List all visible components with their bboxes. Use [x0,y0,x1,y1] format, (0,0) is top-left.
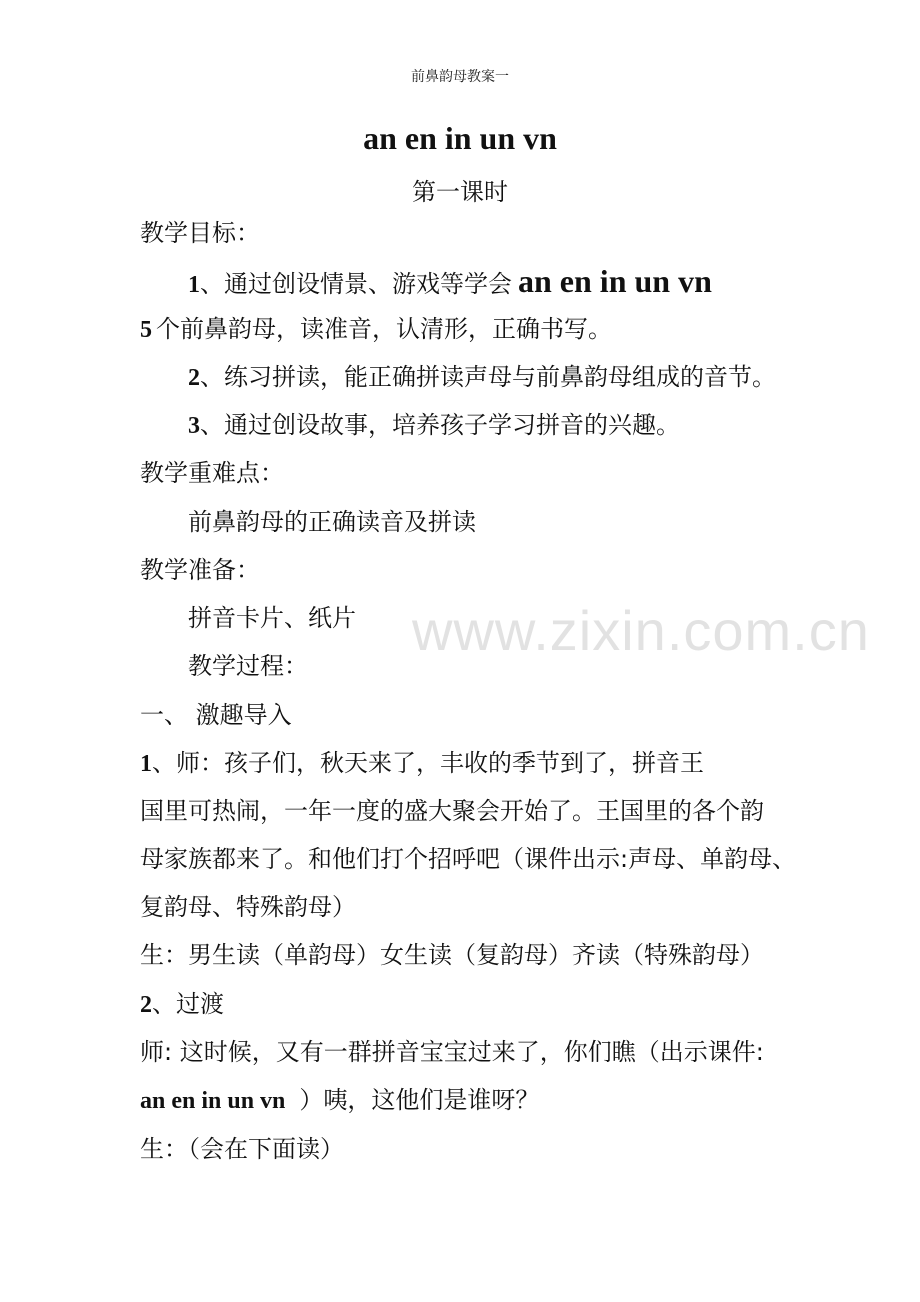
preparation-body: 拼音卡片、纸片 [188,604,356,632]
section-heading-goals: 教学目标： [140,219,260,247]
goal-1-pinyin: an en in un vn [518,263,712,299]
teacher-line-2-continued [140,1085,539,1116]
step-1-line-3: 母家族都来了。和他们打个招呼吧（课件出示:声母、单韵母、 [140,845,797,873]
step-1-line-1-text: 、师：孩子们，秋天来了，丰收的季节到了，拼音王 [152,749,704,777]
goal-3 [188,410,680,441]
goal-1-number: 1 [188,272,200,298]
goal-2-number: 2 [188,365,200,391]
step-1-number: 1 [140,751,152,777]
teacher-pinyin: an en in un vn [140,1088,286,1114]
step-1-line-2: 国里可热闹，一年一度的盛大聚会开始了。王国里的各个韵 [140,797,764,825]
goal-1-count: 5 [140,317,152,343]
step-1-line-4: 复韵母、特殊韵母） [140,893,356,921]
teacher-line-2: 师: 这时候，又有一群拼音宝宝过来了，你们瞧（出示课件: [140,1038,764,1066]
page-header: 前鼻韵母教案一 [411,69,509,85]
goal-3-text: 、通过创设故事，培养孩子学习拼音的兴趣。 [200,411,680,439]
key-points-body: 前鼻韵母的正确读音及拼读 [188,508,476,536]
teacher-line-2-rest: ）咦，这他们是谁呀？ [299,1086,540,1114]
lesson-title: an en in un vn [363,120,557,156]
part-1-heading: 一、 激趣导入 [140,701,292,729]
section-heading-preparation: 教学准备： [140,556,260,584]
student-response-2: 生：（会在下面读） [140,1135,344,1163]
step-2 [140,989,224,1020]
step-2-number: 2 [140,992,152,1018]
section-heading-process: 教学过程： [188,652,308,680]
goal-1 [188,263,712,300]
goal-1-continued-text: 个前鼻韵母，读准音，认清形，正确书写。 [156,315,612,343]
goal-1-text: 、通过创设情景、游戏等学会 [200,270,512,298]
goal-2-text: 、练习拼读，能正确拼读声母与前鼻韵母组成的音节。 [200,363,776,391]
lesson-subtitle: 第一课时 [412,178,508,206]
section-heading-key-points: 教学重难点： [140,459,284,487]
goal-2 [188,362,776,393]
student-response-1: 生：男生读（单韵母）女生读（复韵母）齐读（特殊韵母） [140,941,764,969]
step-1-line-1 [140,748,704,779]
watermark: www.zixin.com.cn [412,599,870,662]
goal-1-continued [140,314,612,345]
goal-3-number: 3 [188,413,200,439]
step-2-text: 、过渡 [152,990,224,1018]
